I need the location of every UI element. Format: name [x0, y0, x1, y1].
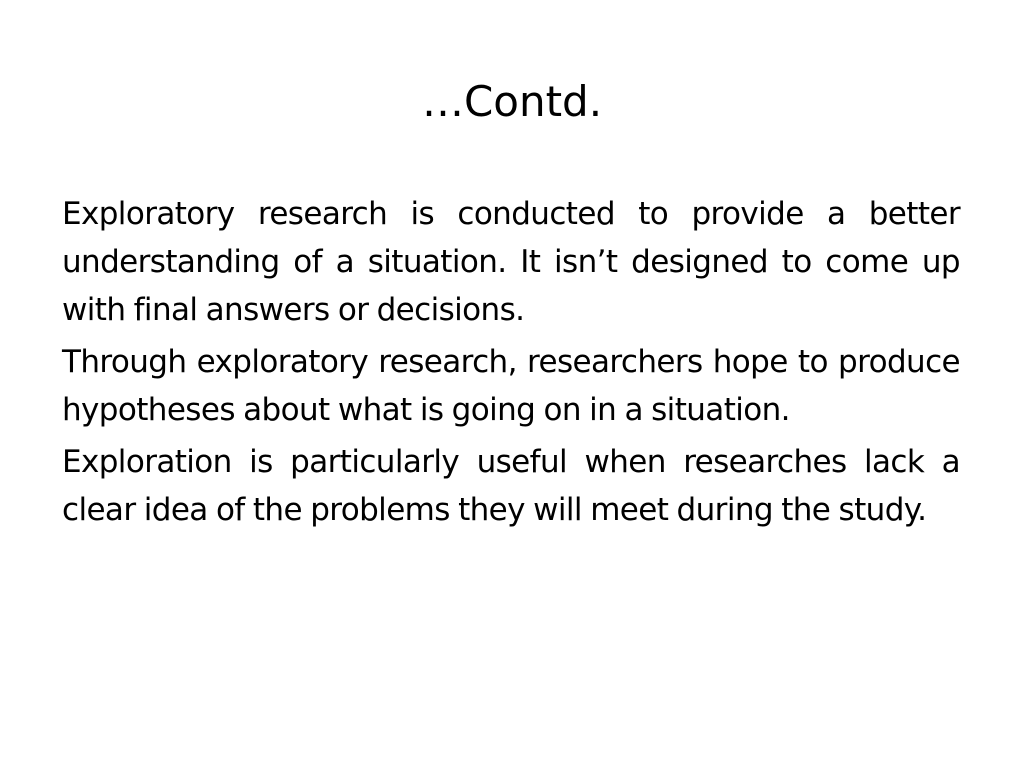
- slide-title: …Contd.: [421, 77, 603, 126]
- slide-body: [62, 190, 960, 538]
- paragraph-3: Exploration is particularly useful when researches lack a clear idea of the problems they will meet during the study.: [62, 444, 960, 528]
- paragraph-2: Through exploratory research, researchers hope to produce hypotheses about what is going on in a situation.: [62, 344, 960, 428]
- paragraph-1: Exploratory research is conducted to provide a better understanding of a situation. It isn’t designed to come up with final answers or decisions.: [62, 196, 960, 328]
